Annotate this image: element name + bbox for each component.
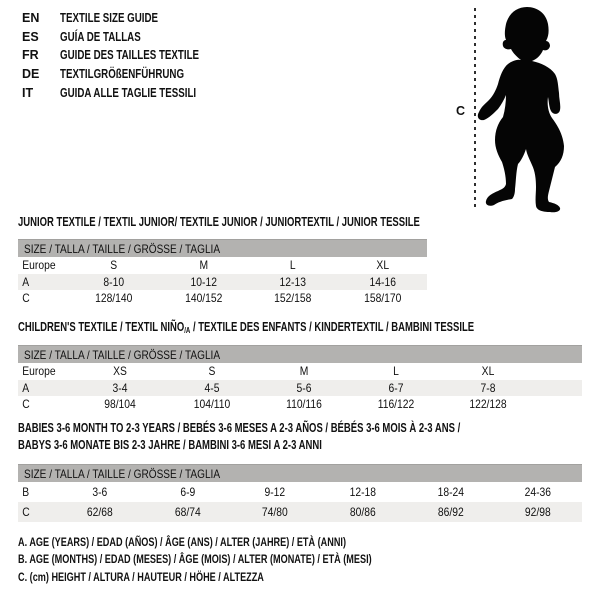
children-title-subscript: /A (184, 326, 191, 335)
table-cell: 80/86 (349, 505, 376, 519)
row-label: B (22, 485, 30, 499)
table-cell: 12-18 (349, 485, 377, 499)
language-code: EN (22, 11, 40, 26)
language-label: GUIDA ALLE TAGLIE TESSILI (60, 85, 197, 100)
table-cell: 152/158 (274, 291, 312, 306)
babies-size-table (18, 464, 582, 522)
language-row-fr (22, 46, 238, 65)
language-label: GUÍA DE TALLAS (60, 29, 141, 44)
table-row-height (18, 290, 427, 307)
table-cell: 158/170 (363, 291, 401, 306)
table-cell: L (393, 364, 399, 379)
language-label: TEXTILE SIZE GUIDE (60, 11, 159, 26)
junior-section-title: JUNIOR TEXTILE / TEXTIL JUNIOR/ TEXTILE JUNIOR / JUNIORTEXTIL / JUNIOR TESSILE (18, 215, 420, 229)
table-cell: 86/92 (437, 505, 464, 519)
table-cell: 5-6 (296, 380, 312, 395)
size-header-text: SIZE / TALLA / TAILLE / GRÖSSE / TAGLIA (24, 241, 221, 256)
table-cell: 10-12 (190, 274, 217, 289)
table-cell: 98/104 (104, 397, 136, 412)
table-cell: 3-4 (112, 380, 128, 395)
children-title-rest: / TEXTILE DES ENFANTS / KINDERTEXTIL / BAMBINI TESSILE (190, 320, 475, 334)
table-cell: 24-36 (524, 485, 552, 499)
table-cell: 122/128 (469, 397, 507, 412)
table-cell: XS (113, 364, 127, 379)
table-cell: M (198, 258, 208, 273)
table-cell: 74/80 (262, 505, 289, 519)
table-row-europe (18, 363, 582, 380)
language-row-de (22, 65, 238, 84)
table-cell: 3-6 (92, 485, 108, 499)
table-cell: 92/98 (525, 505, 552, 519)
size-header-row (18, 239, 427, 257)
children-section-title (18, 320, 474, 335)
language-code: IT (22, 85, 34, 100)
table-cell: 12-13 (279, 274, 306, 289)
note-height-cm (18, 568, 483, 586)
row-label: C (22, 505, 30, 519)
table-cell: 18-24 (437, 485, 464, 499)
children-title-main: CHILDREN'S TEXTILE / TEXTIL NIÑO (18, 320, 185, 334)
row-label: A (22, 380, 30, 395)
row-label: Europe (22, 258, 56, 273)
table-row-age (18, 274, 427, 291)
table-cell: 8-10 (103, 274, 125, 289)
table-row-age (18, 380, 582, 397)
table-row-height (18, 396, 582, 413)
table-row-europe (18, 257, 427, 274)
babies-section-title-line1: BABIES 3-6 MONTH TO 2-3 YEARS / BEBÉS 3-6 MESES A 2-3 AÑOS / BÉBÉS 3-6 MOIS À 2-3 ANS / (18, 421, 461, 435)
table-row-months (18, 482, 582, 502)
table-cell: S (110, 258, 118, 273)
size-header-text: SIZE / TALLA / TAILLE / GRÖSSE / TAGLIA (24, 347, 221, 362)
language-code: FR (22, 48, 39, 63)
table-cell: 68/74 (174, 505, 201, 519)
note-age-years (18, 533, 483, 551)
table-cell: 7-8 (480, 380, 496, 395)
table-cell: S (208, 364, 216, 379)
table-cell: 4-5 (204, 380, 220, 395)
junior-size-table (18, 239, 427, 307)
children-size-table (18, 345, 582, 413)
table-cell: 6-9 (180, 485, 195, 499)
language-title-list (22, 9, 238, 102)
language-code: ES (22, 29, 39, 44)
table-row-height (18, 502, 582, 522)
row-label: C (22, 397, 30, 412)
table-cell: 9-12 (264, 485, 286, 499)
table-cell: L (289, 258, 296, 273)
language-row-it (22, 83, 238, 102)
toddler-silhouette-icon (470, 0, 600, 215)
row-label: A (22, 274, 30, 289)
table-cell: XL (481, 364, 495, 379)
table-cell: 116/122 (377, 397, 415, 412)
table-cell: XL (375, 258, 389, 273)
language-label: TEXTILGRÖßENFÜHRUNG (60, 67, 185, 82)
note-age-months (18, 551, 483, 569)
table-cell: 6-7 (388, 380, 404, 395)
row-label: Europe (22, 364, 56, 379)
note-text: C. (cm) HEIGHT / ALTURA / HAUTEUR / HÖHE / ALTEZZA (18, 569, 264, 584)
table-cell: 110/116 (286, 397, 322, 412)
size-header-text: SIZE / TALLA / TAILLE / GRÖSSE / TAGLIA (24, 466, 221, 481)
table-cell: 140/152 (184, 291, 222, 306)
size-header-row (18, 464, 582, 482)
babies-section-title-line2: BABYS 3-6 MONATE BIS 2-3 JAHRE / BAMBINI 3-6 MESI A 2-3 ANNI (18, 438, 322, 452)
table-cell: 62/68 (86, 505, 113, 519)
table-cell: 128/140 (95, 291, 133, 306)
table-cell: M (299, 364, 309, 379)
language-code: DE (22, 67, 40, 82)
language-row-es (22, 28, 238, 47)
table-cell: 14-16 (369, 274, 396, 289)
language-row-en (22, 9, 238, 28)
legend-notes (18, 533, 483, 586)
language-label: GUIDE DES TAILLES TEXTILE (60, 48, 200, 63)
row-label: C (22, 291, 30, 306)
height-measure-label: C (456, 104, 466, 118)
note-text: A. AGE (YEARS) / EDAD (AÑOS) / ÂGE (ANS) / ALTER (JAHRE) / ETÀ (ANNI) (18, 534, 346, 549)
table-cell: 104/110 (193, 397, 231, 412)
size-header-row (18, 345, 582, 363)
note-text: B. AGE (MONTHS) / EDAD (MESES) / ÂGE (MOIS) / ALTER (MONATE) / ETÀ (MESI) (18, 552, 372, 567)
